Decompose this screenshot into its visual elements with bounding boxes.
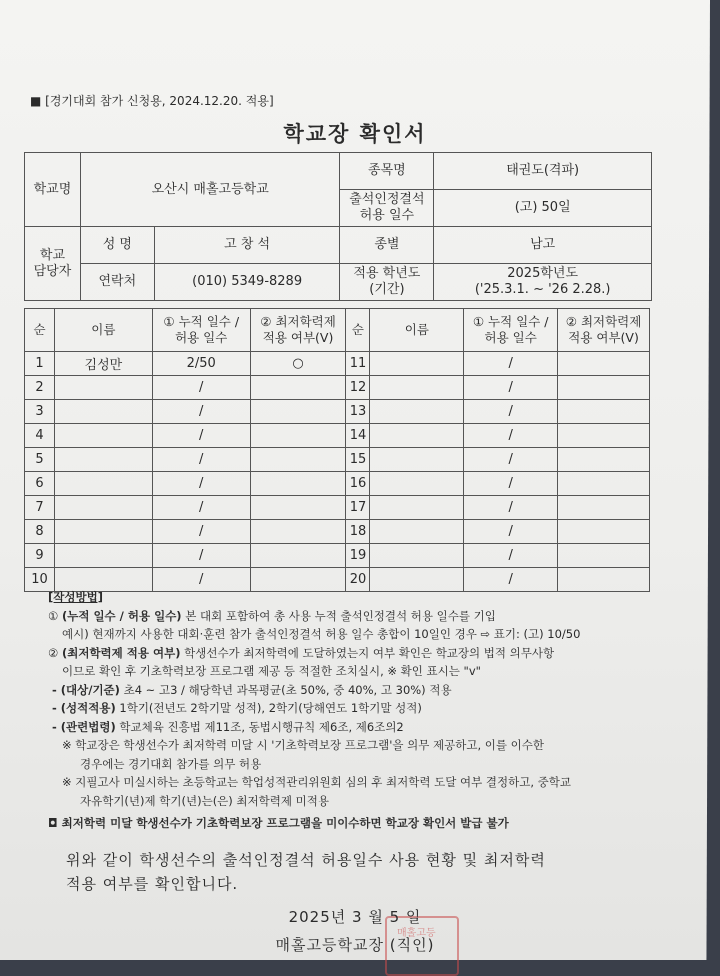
method-detail-1: - (대상/기준) 초4 ~ 고3 / 해당학년 과목평균(초 50%, 중 40%, 고 30%) 적용 — [52, 682, 452, 697]
row-min-right — [558, 496, 650, 520]
row-days: / — [152, 568, 250, 592]
method-note-2: ※ 지필고사 미실시하는 초등학교는 학업성적관리위원회 심의 후 최저학력 도달 여부 결정하고, 중학교 — [62, 775, 571, 789]
table-row — [25, 520, 650, 544]
row-min — [250, 544, 346, 568]
row-min-right — [558, 352, 650, 376]
row-days: / — [152, 400, 250, 424]
row-days-right: / — [464, 496, 558, 520]
header-name-right: 이름 — [370, 309, 464, 352]
school-name: 오산시 매홀고등학교 — [80, 153, 340, 227]
row-days: / — [152, 376, 250, 400]
method-item-1: ① (누적 일수 / 허용 일수) 본 대회 포함하여 총 사용 누적 출석인정결석 허용 일수를 기입 — [48, 608, 496, 623]
row-no-right: 19 — [346, 544, 370, 568]
row-no: 4 — [25, 424, 55, 448]
row-days-right: / — [464, 520, 558, 544]
row-no: 6 — [25, 472, 55, 496]
gender-value: 남고 — [434, 227, 652, 264]
row-no-right: 17 — [346, 496, 370, 520]
row-name-right — [370, 496, 464, 520]
attend-value: (고) 50일 — [434, 190, 652, 227]
contact-label: 연락처 — [80, 264, 154, 301]
row-no: 1 — [25, 352, 55, 376]
row-no-right: 14 — [346, 424, 370, 448]
row-days: / — [152, 472, 250, 496]
row-name-right — [370, 400, 464, 424]
row-days-right: / — [464, 472, 558, 496]
row-name-right — [370, 376, 464, 400]
row-min-right — [558, 376, 650, 400]
header-no-right: 순 — [346, 309, 370, 352]
row-days-right: / — [464, 544, 558, 568]
name-value: 고 창 석 — [154, 227, 340, 264]
row-min-right — [558, 544, 650, 568]
row-no-right: 16 — [346, 472, 370, 496]
row-min-right — [558, 424, 650, 448]
issue-date: 2025년 3 월 5 일 — [288, 908, 422, 926]
method-note-2-cont: 자유학기(년)제 학기(년)는(은) 최저학력제 미적용 — [80, 793, 329, 808]
row-min — [250, 520, 346, 544]
row-min — [250, 424, 346, 448]
row-min — [250, 376, 346, 400]
row-min — [250, 496, 346, 520]
attend-label: 출석인정결석 허용 일수 — [340, 190, 434, 227]
row-min — [250, 448, 346, 472]
method-section — [48, 588, 678, 833]
row-name-right — [370, 544, 464, 568]
year-label: 적용 학년도 (기간) — [340, 264, 434, 301]
row-name-right — [370, 352, 464, 376]
row-days-right: / — [464, 448, 558, 472]
method-warning: ◘ 최저학력 미달 학생선수가 기초학력보장 프로그램을 미이수하면 학교장 확인서 발급 불가 — [48, 816, 509, 830]
header-days-right: ① 누적 일수 / 허용 일수 — [464, 309, 558, 352]
table-row — [25, 544, 650, 568]
row-name — [54, 448, 152, 472]
row-min: ○ — [250, 352, 346, 376]
contact-value: (010) 5349-8289 — [154, 264, 340, 301]
table-row — [25, 496, 650, 520]
row-days-right: / — [464, 376, 558, 400]
school-label: 학교명 — [25, 153, 81, 227]
row-no-right: 20 — [346, 568, 370, 592]
table-row — [25, 400, 650, 424]
row-min-right — [558, 520, 650, 544]
info-table — [24, 152, 652, 301]
row-no-right: 11 — [346, 352, 370, 376]
row-name-right — [370, 424, 464, 448]
row-days: / — [152, 448, 250, 472]
table-row — [25, 376, 650, 400]
row-days: / — [152, 520, 250, 544]
row-days-right: / — [464, 352, 558, 376]
row-days-right: / — [464, 568, 558, 592]
row-no: 7 — [25, 496, 55, 520]
manager-label: 학교 담당자 — [25, 227, 81, 301]
year-value: 2025학년도 ('25.3.1. ~ '26 2.28.) — [434, 264, 652, 301]
row-name — [54, 376, 152, 400]
top-note: ■ [경기대회 참가 신청용, 2024.12.20. 적용] — [30, 94, 274, 108]
method-item-2-cont: 이므로 확인 후 기초학력보장 프로그램 제공 등 적절한 조치실시, ※ 확인 표시는 "v" — [62, 664, 481, 678]
row-days: / — [152, 424, 250, 448]
row-days: / — [152, 544, 250, 568]
row-name: 김성만 — [54, 352, 152, 376]
row-days: / — [152, 496, 250, 520]
row-days-right: / — [464, 400, 558, 424]
row-min — [250, 400, 346, 424]
row-no-right: 12 — [346, 376, 370, 400]
row-name — [54, 400, 152, 424]
table-row — [25, 448, 650, 472]
row-days-right: / — [464, 424, 558, 448]
table-row — [25, 424, 650, 448]
header-name: 이름 — [54, 309, 152, 352]
header-min-right: ② 최저학력제 적용 여부(V) — [558, 309, 650, 352]
official-seal: 매홀고등 — [385, 916, 459, 976]
method-item-2: ② (최저학력제 적용 여부) 학생선수가 최저학력에 도달하였는지 여부 확인은 학교장의 법적 의무사항 — [48, 645, 555, 660]
confirm-statement: 위와 같이 학생선수의 출석인정결석 허용일수 사용 현황 및 최저학력 적용 여부를 확인합니다. — [66, 851, 546, 893]
name-label: 성 명 — [80, 227, 154, 264]
row-name — [54, 424, 152, 448]
principal-signature: 매홀고등학교장 (직인) — [275, 936, 435, 954]
row-no-right: 18 — [346, 520, 370, 544]
row-name-right — [370, 520, 464, 544]
document-title: 학교장 확인서 — [283, 122, 427, 146]
row-no: 2 — [25, 376, 55, 400]
method-item-1-example: 예시) 현재까지 사용한 대회·훈련 참가 출석인정결석 허용 일수 총합이 10일인 경우 ⇨ 표기: (고) 10/50 — [62, 627, 581, 641]
row-min — [250, 472, 346, 496]
row-min-right — [558, 448, 650, 472]
method-detail-2: - (성적적용) 1학기(전년도 2학기말 성적), 2학기(당해연도 1학기말 성적) — [52, 701, 422, 715]
header-min: ② 최저학력제 적용 여부(V) — [250, 309, 346, 352]
row-name — [54, 544, 152, 568]
event-value: 태권도(격파) — [434, 153, 652, 190]
row-no-right: 13 — [346, 400, 370, 424]
row-no: 5 — [25, 448, 55, 472]
row-name — [54, 472, 152, 496]
header-days: ① 누적 일수 / 허용 일수 — [152, 309, 250, 352]
method-note-1: ※ 학교장은 학생선수가 최저학력 미달 시 '기초학력보장 프로그램'을 의무 제공하고, 이를 이수한 — [62, 738, 544, 752]
row-min-right — [558, 400, 650, 424]
event-label: 종목명 — [340, 153, 434, 190]
table-row — [25, 472, 650, 496]
method-heading: [작성방법] — [48, 590, 103, 604]
gender-label: 종별 — [340, 227, 434, 264]
row-no: 8 — [25, 520, 55, 544]
student-grid — [24, 308, 650, 592]
row-name-right — [370, 472, 464, 496]
row-no: 9 — [25, 544, 55, 568]
row-min-right — [558, 472, 650, 496]
row-no-right: 15 — [346, 448, 370, 472]
row-no: 10 — [25, 568, 55, 592]
grid-header-row — [25, 309, 650, 352]
row-no: 3 — [25, 400, 55, 424]
table-row — [25, 352, 650, 376]
header-no: 순 — [25, 309, 55, 352]
row-name — [54, 520, 152, 544]
method-detail-3: - (관련법령) 학교체육 진흥법 제11조, 동법시행규칙 제6조, 제6조의2 — [52, 719, 404, 734]
row-days: 2/50 — [152, 352, 250, 376]
row-name — [54, 496, 152, 520]
row-name-right — [370, 448, 464, 472]
method-note-1-cont: 경우에는 경기대회 참가를 의무 허용 — [80, 756, 262, 771]
